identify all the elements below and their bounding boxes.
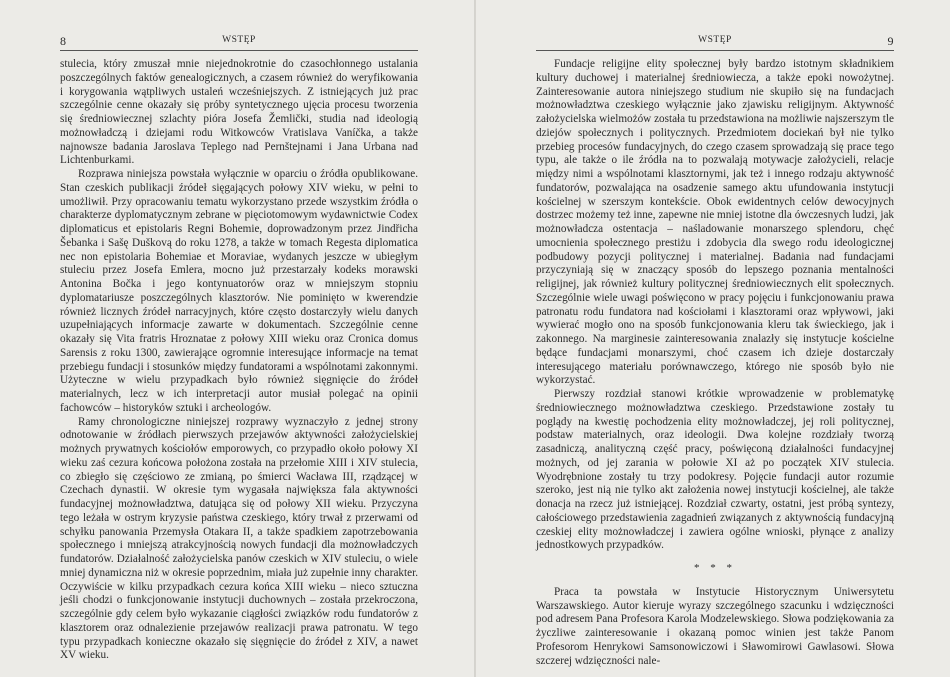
right-page-number: 9 [887, 34, 894, 48]
left-paragraph-2: Rozprawa niniejsza powstała wyłącznie w oparciu o źródła opublikowane. Stan czeskich publikacji źródeł sięgających połowy XIV wieku, w pełni to umożliwił. Przy opracowaniu tematu wykorzystano przede wszystkim źródła o charakterze dyplomatycznym zebrane w pięciotomowym wydawnictwie Codex diplomaticus et epistolaris Regni Bohemie, doprowadzonym przez Jindřicha Šebanka i Sašę Duškovą do roku 1278, a także w tomach Regesta diplomatica nec non epistolaria Bohemiae et Moraviae, wydanych jeszcze w ubiegłym stuleciu przez Josefa Emlera, mocno już przestarzały kodeks morawski Antonina Bočka i jego kontynuatorów oraz w mniejszym stopniu dyplomatariusze poszczególnych klasztorów. Nie pominięto w kwerendzie również licznych źródeł narracyjnych, które często dostarczyły wielu danych uzupełniających informacje zawarte w dokumentach. Szczególnie cenne okazały się Vita fratris Hroznatae z połowy XIII wieku oraz Cronica domus Sarensis z roku 1300, zawierające ogromnie interesujące informacje na temat przebiegu fundacji i stosunków między fundatorami a wspólnotami zakonnymi. Użyteczne w wielu przypadkach było również sięgnięcie do źródeł materialnych, lecz w ich interpretacji autor musiał polegać na opinii fachowców – historyków sztuki i archeologów. [60, 168, 418, 414]
left-page-body [60, 58, 418, 663]
right-page [476, 0, 950, 677]
left-paragraph-1: stulecia, który zmuszał mnie niejednokrotnie do czasochłonnego ustalania poszczególnych faktów genealogicznych, a czasem również do weryfikowania i korygowania wątpliwych ustaleń wcześniejszych. Z istniejących już prac szczególnie cenne okazały się próby syntetycznego ujęcia procesu tworzenia się średniowiecznej szlachty pióra Josefa Žemlički, studia nad ideologią możnowładczą i dziejami rodu Witkowców Vratislava Vaníčka, a także najnowsze badania Jaroslava Teplego nad Pernštejnami i Jana Urbana nad Lichtenburkami. [60, 58, 418, 167]
right-paragraph-1: Fundacje religijne elity społecznej były bardzo istotnym składnikiem kultury duchowej i materialnej średniowiecza, a także epoki nowożytnej. Zainteresowanie autora niniejszego studium nie skupiło się na fundacjach możnowładztwa czeskiego wyłącznie jako zjawisku religijnym. Aktywność założycielska wielmożów została tu przedstawiona na możliwie najszerszym tle dziejów społecznych i politycznych. Przedmiotem dociekań był nie tylko przebieg procesów fundacyjnych, do czego czasem sprowadzają się prace tego typu, ale także o ile źródła na to pozwalają motywacje założycieli, relacje między nimi a wspólnotami klasztornymi, jak też i innego rodzaju aktywność fundatorów, pozwalająca na osadzenie samego aktu ufundowania instytucji kościelnej w szerszym kontekście. Obok ewidentnych celów dewocyjnych dostrzec możemy też inne, zapewne nie mniej istotne dla ówczesnych ludzi, jak możnowładcza ostentacja – naśladowanie monarszego splendoru, chęć umocnienia społecznego prestiżu i zdobycia dla swego rodu ideologicznej podbudowy pozycji politycznej i materialnej. Badania nad fundacjami przyczyniają się w znaczący sposób do lepszego poznania mentalności religijnej, jak również kultury politycznej średniowiecznych elit społecznych. Szczególnie wiele uwagi poświęcono w pracy pojęciu i funkcjonowaniu prawa patronatu rodu fundatora nad kościołami i klasztorami oraz wpływowi, jaki wywierać mogło ono na sposób funkcjonowania kleru tak świeckiego, jak i zakonnego. Na marginesie zainteresowania znalazły się instytucje kościelne będące fundacjami monarszymi, choć czasem ich dzieje dostarczały interesującego materiału porównawczego, którego nie sposób było nie wykorzystać. [536, 58, 894, 387]
right-page-header [536, 34, 894, 51]
left-paragraph-3: Ramy chronologiczne niniejszej rozprawy wyznaczyło z jednej strony odnotowanie w źródłach pierwszych przejawów aktywności założycielskiej możnych prywatnych kościołów emporowych, co przypadło około połowy XI wieku zaś cezura końcowa położona została na przełomie XIII i XIV stulecia, co zbiegło się częściowo ze zmianą, po śmierci Wacława III, rządzącej w Czechach dynastii. W okresie tym wygasała największa fala aktywności fundacyjnej możnowładztwa, datująca się od połowy XII wieku. Przyczyna tego leżała w ostrym kryzysie państwa czeskiego, który trwał z przerwami od schyłku panowania Przemysła Otakara II, a także spadkiem zapotrzebowania społecznego i mniejszą atrakcyjnością nowych fundacji dla możnowładczych fundatorów. Działalność założycielska panów czeskich w XIV stuleciu, o wiele mniej dynamiczna niż w okresie poprzednim, miała już zupełnie inny charakter. Oczywiście w kilku przypadkach cezura końca XIII wieku – nieco sztuczna jeśli chodzi o funkcjonowanie instytucji duchownych – została przekroczona, szczególnie gdy celem było wykazanie ciągłości związków rodu fundatorów z klasztorem oraz odnalezienie przejawów realizacji prawa patronatu. W tego typu przypadkach konieczne okazało się sięgnięcie do źródeł z XIV, a nawet XV wieku. [60, 415, 418, 662]
right-page-body [536, 58, 894, 668]
left-page-number: 8 [60, 34, 67, 48]
left-running-head: WSTĘP [222, 35, 256, 45]
right-paragraph-2: Pierwszy rozdział stanowi krótkie wprowadzenie w problematykę średniowiecznego możnowładztwa czeskiego. Przedstawione zostały tu poglądy na kwestię pochodzenia elity możnowładczej, jej roli politycznej, podstaw materialnych, oraz ideologii. Dwa kolejne rozdziały tworzą zasadniczą, analityczną część pracy, poświęconą działalności fundacyjnej możnych, od jej zarania w połowie XI aż po początek XIV stulecia. Wyodrębnione zostały tu trzy podokresy. Pojęcie fundacji autor rozumie szeroko, jest nią nie tylko akt założenia nowej instytucji kościelnej, ale także donacja na rzecz już istniejącej. Rozdział czwarty, ostatni, jest próbą syntezy, całościowego przedstawienia zagadnień związanych z aktywnością fundacyjną czeskiej elity możnowładczej i zawiera ogólne wnioski, płynące z analizy jednostkowych przypadków. [536, 388, 894, 552]
section-separator: * * * [694, 562, 736, 574]
acknowledgement-paragraph: Praca ta powstała w Instytucie Historycznym Uniwersytetu Warszawskiego. Autor kieruje wyrazy szczególnego szacunku i wdzięczności pod adresem Pana Profesora Karola Modzelewskiego. Słowa podziękowania za życzliwe zainteresowanie i okazaną pomoc winien jest także Panom Profesorom Henrykowi Samsonowiczowi i Sławomirowi Gawlasowi. Słowa szczerej wdzięczności nale- [536, 585, 894, 667]
left-page [0, 0, 474, 677]
right-running-head: WSTĘP [698, 35, 732, 45]
left-page-header [60, 34, 418, 51]
